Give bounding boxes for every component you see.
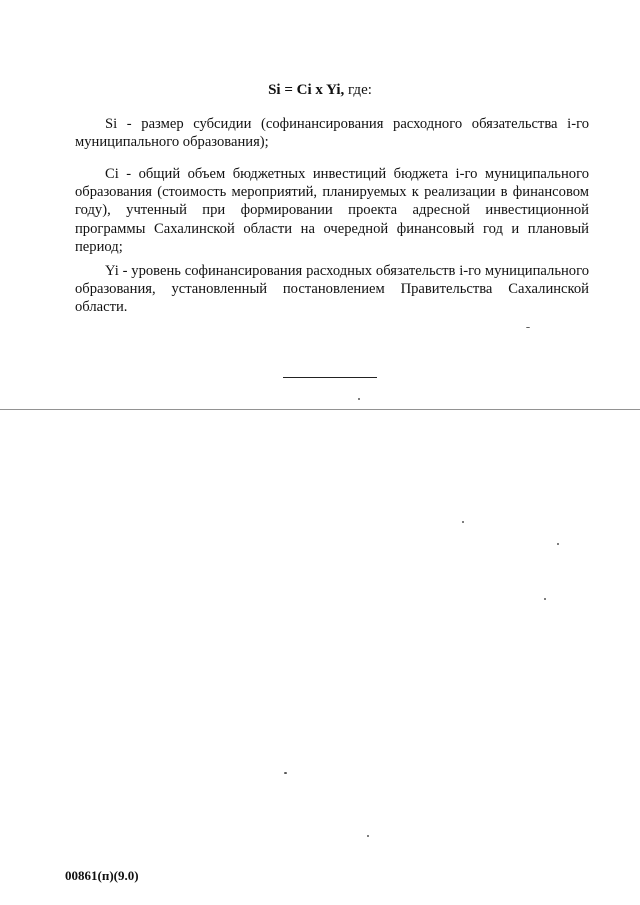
formula-suffix: где: [344, 82, 372, 98]
definition-ci: Ci - общий объем бюджетных инвестиций бюджета i-го муниципального образования (стоимость мероприятий, планируемых к реализации в финансовом году), учтенный при формировании проекта адресной инвестиционной программы Сахалинской области на очередной финансовый год и плановый период; [75, 166, 589, 255]
scan-speck [462, 521, 464, 523]
document-code: 00861(п)(9.0) [65, 868, 139, 883]
end-of-text-rule [283, 377, 377, 378]
definition-si: Si - размер субсидии (софинансирования расходного обязательства i-го муниципального образования); [75, 116, 589, 151]
scan-speck [544, 598, 546, 600]
definition-yi: Yi - уровень софинансирования расходных обязательств i-го муниципального образования, установленный постановлением Правительства Сахалинской области. [75, 263, 589, 316]
scan-page-edge-line [0, 409, 640, 410]
formula-line [0, 82, 640, 99]
scan-speck [526, 327, 530, 328]
scan-speck [358, 398, 360, 400]
scan-speck [557, 543, 559, 545]
scan-speck [284, 772, 287, 774]
formula-expression: Si = Ci x Yi, [268, 82, 345, 98]
scan-speck [367, 835, 369, 837]
